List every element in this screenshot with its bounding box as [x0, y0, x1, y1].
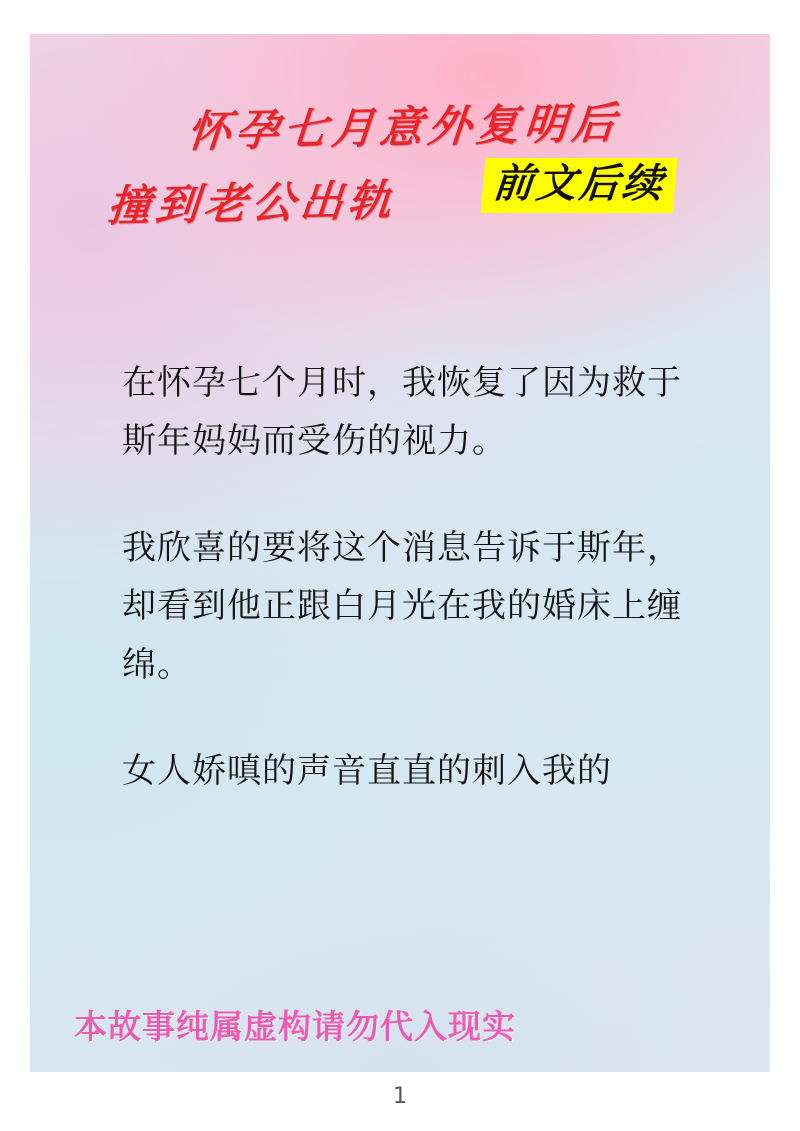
highlight-tag: 前文后续: [481, 158, 678, 213]
title-line-2: 撞到老公出轨: [105, 175, 399, 233]
body-text: [122, 354, 702, 801]
disclaimer-text: 本故事纯属虚构请勿代入现实: [74, 1007, 516, 1046]
paragraph-3: 女人娇嗔的声音直直的刺入我的: [122, 751, 612, 792]
paragraph-1: 在怀孕七个月时，我恢复了因为救于斯年妈妈而受伤的视力。: [122, 363, 682, 462]
poster-card: [30, 34, 770, 1072]
page-number: 1: [393, 1084, 407, 1109]
title-line-1: 怀孕七月意外复明后: [185, 98, 623, 158]
paragraph-2: 我欣喜的要将这个消息告诉于斯年，却看到他正跟白月光在我的婚床上缠绵。: [122, 527, 682, 685]
